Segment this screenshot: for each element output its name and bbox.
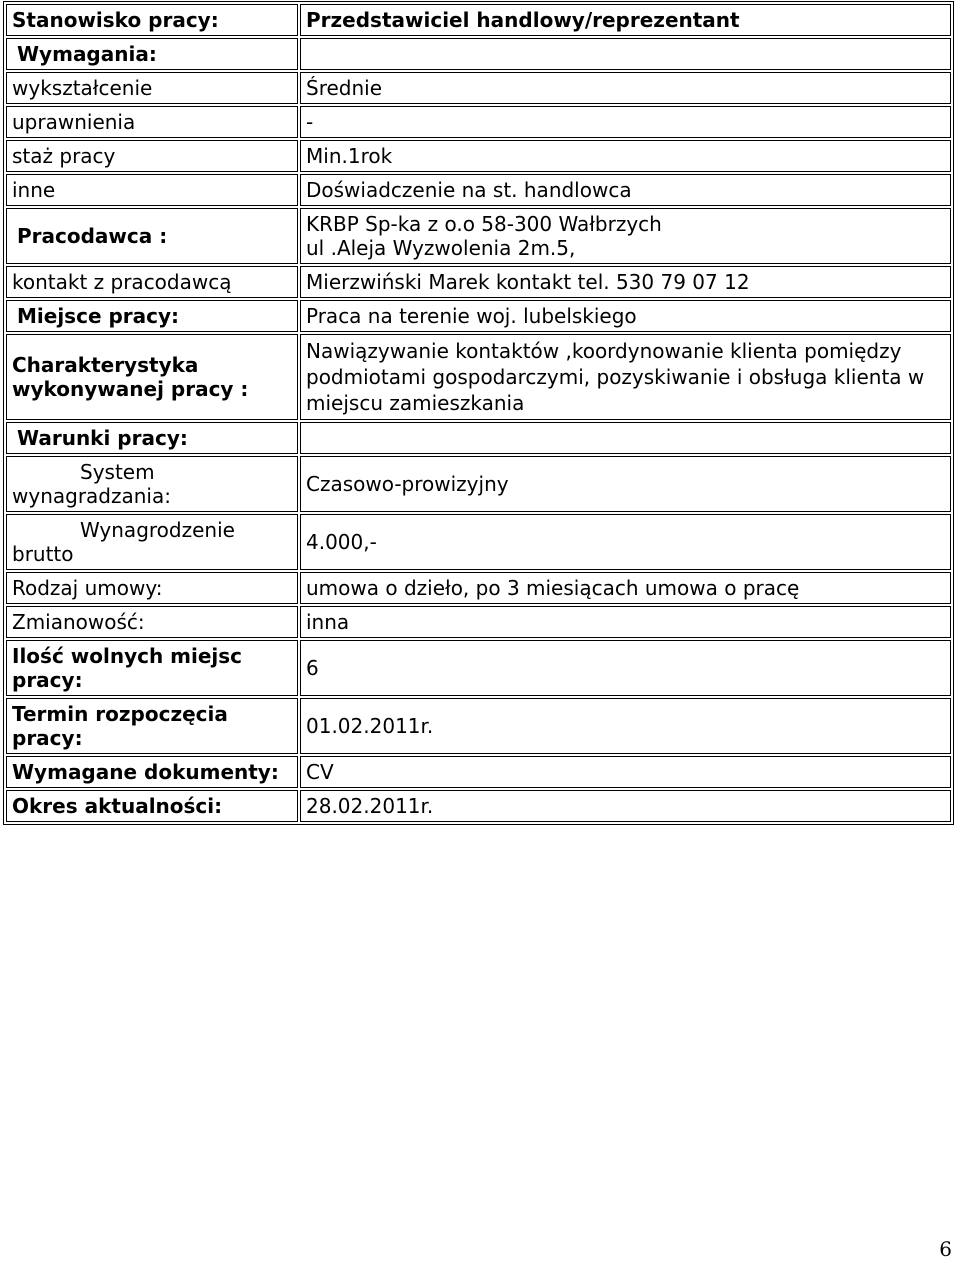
row-warunki [6,422,951,454]
value-kontakt: Mierzwiński Marek kontakt tel. 530 79 07 12 [300,266,951,298]
row-dokumenty [6,756,951,788]
value-zmianowosc: inna [300,606,951,638]
label-wyksztalcenie: wykształcenie [6,72,298,104]
value-system: Czasowo-prowizyjny [300,456,951,512]
value-wynagrodzenie: 4.000,- [300,514,951,570]
label-dokumenty: Wymagane dokumenty: [6,756,298,788]
label-kontakt: kontakt z pracodawcą [6,266,298,298]
value-pracodawca [300,208,951,264]
value-wymagania [300,38,951,70]
job-offer-table [3,1,954,825]
value-charakterystyka: Nawiązywanie kontaktów ,koordynowanie klienta pomiędzy podmiotami gospodarczymi, pozyskiwanie i obsługa klienta w miejscu zamieszkania [300,334,951,420]
row-kontakt [6,266,951,298]
label-wynagrodzenie [6,514,298,570]
wynagrodzenie-line1: Wynagrodzenie [80,518,235,542]
value-ilosc: 6 [300,640,951,696]
row-charakterystyka [6,334,951,420]
row-pracodawca [6,208,951,264]
label-miejsce: Miejsce pracy: [6,300,298,332]
pracodawca-line2: ul .Aleja Wyzwolenia 2m.5, [306,236,576,260]
row-staz [6,140,951,172]
value-warunki [300,422,951,454]
row-wymagania [6,38,951,70]
row-okres [6,790,951,822]
pracodawca-line1: KRBP Sp-ka z o.o 58-300 Wałbrzych [306,212,662,236]
label-okres: Okres aktualności: [6,790,298,822]
row-termin [6,698,951,754]
value-rodzaj: umowa o dzieło, po 3 miesiącach umowa o pracę [300,572,951,604]
row-rodzaj [6,572,951,604]
value-okres: 28.02.2011r. [300,790,951,822]
system-line2: wynagradzania: [12,484,171,508]
row-inne [6,174,951,206]
value-staz: Min.1rok [300,140,951,172]
value-inne: Doświadczenie na st. handlowca [300,174,951,206]
label-stanowisko: Stanowisko pracy: [6,4,298,36]
value-dokumenty: CV [300,756,951,788]
row-wyksztalcenie [6,72,951,104]
row-ilosc [6,640,951,696]
row-zmianowosc [6,606,951,638]
ilosc-line2: pracy: [12,668,83,692]
value-wyksztalcenie: Średnie [300,72,951,104]
label-staz: staż pracy [6,140,298,172]
label-termin: Termin rozpoczęcia pracy: [6,698,298,754]
label-uprawnienia: uprawnienia [6,106,298,138]
label-ilosc [6,640,298,696]
label-inne: inne [6,174,298,206]
label-warunki: Warunki pracy: [6,422,298,454]
label-charakterystyka [6,334,298,420]
ilosc-line1: Ilość wolnych miejsc [12,644,243,668]
charakterystyka-line2: wykonywanej pracy : [12,377,249,401]
row-system [6,456,951,512]
wynagrodzenie-line2: brutto [12,542,74,566]
value-miejsce: Praca na terenie woj. lubelskiego [300,300,951,332]
label-wymagania: Wymagania: [6,38,298,70]
value-termin: 01.02.2011r. [300,698,951,754]
label-zmianowosc: Zmianowość: [6,606,298,638]
row-uprawnienia [6,106,951,138]
value-stanowisko: Przedstawiciel handlowy/reprezentant [300,4,951,36]
label-pracodawca: Pracodawca : [6,208,298,264]
row-wynagrodzenie [6,514,951,570]
value-uprawnienia: - [300,106,951,138]
page-number: 6 [939,1237,952,1261]
label-rodzaj: Rodzaj umowy: [6,572,298,604]
system-line1: System [80,460,155,484]
label-system [6,456,298,512]
row-miejsce [6,300,951,332]
row-stanowisko [6,4,951,36]
charakterystyka-line1: Charakterystyka [12,353,199,377]
